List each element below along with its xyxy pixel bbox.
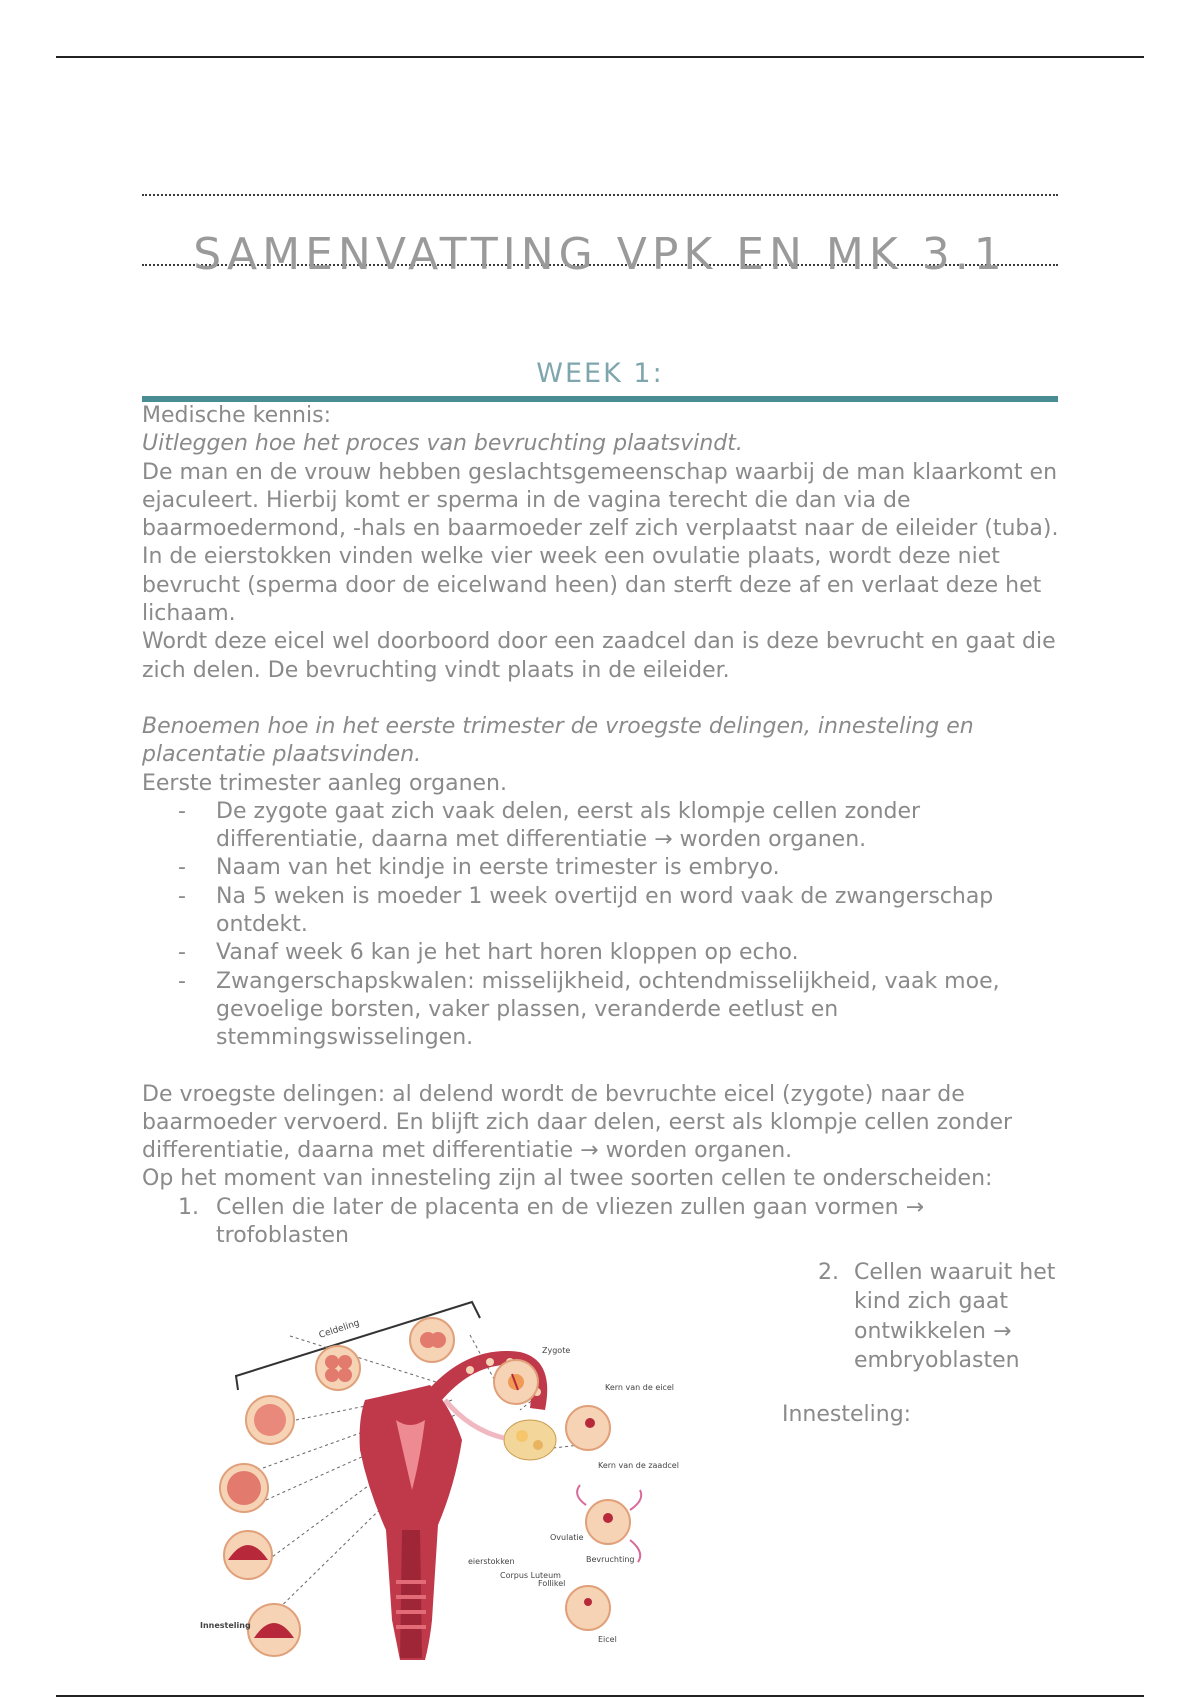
innesteling-label: Innesteling: [782, 1402, 912, 1427]
paragraph-trimester: Eerste trimester aanleg organen. [142, 770, 507, 796]
paragraph-delingen: De vroegste delingen: al delend wordt de bevruchte eicel (zygote) naar de baarmoeder vervoerd. En blijft zich daar delen, eerst als klompje cellen zonder differentiatie, daarna met differentiatie → worden organen. [142, 1081, 1013, 1164]
list-item: - Vanaf week 6 kan je het hart horen kloppen op echo. [142, 939, 1062, 967]
list-item-text: Cellen die later de placenta en de vliezen zullen gaan vormen → trofoblasten [216, 1194, 925, 1249]
page-top-rule [56, 56, 1144, 58]
cleaving-label: Celdeling [317, 1318, 361, 1341]
document-title: SAMENVATTING VPK EN MK 3.1 [193, 229, 1007, 281]
title-box [142, 194, 1058, 281]
bevruchting-label: Bevruchting [586, 1555, 635, 1564]
zygote-label: Zygote [542, 1346, 571, 1355]
spacer [142, 685, 1062, 713]
eierstokken-label: eierstokken [468, 1557, 515, 1566]
list-item [818, 1258, 1058, 1375]
week-heading: WEEK 1: [536, 358, 664, 389]
paragraph-celsoorten: Op het moment van innesteling zijn al twee soorten cellen te onderscheiden: [142, 1166, 993, 1192]
list-item: - De zygote gaat zich vaak delen, eerst als klompje cellen zonder differentiatie, daarna met differentiatie → worden organen. [142, 798, 1062, 855]
fertilization-diagram [200, 1290, 740, 1690]
page-bottom-rule [56, 1695, 1144, 1697]
kern-zaad-label: Kern van de zaadcel [598, 1461, 679, 1470]
main-content [142, 402, 1062, 1250]
list-item [142, 1194, 1062, 1251]
right-column [818, 1258, 1058, 1375]
list-item-text: Cellen waaruit het kind zich gaat ontwikkelen → embryoblasten [854, 1260, 1056, 1373]
question-bevruchting: Uitleggen hoe het proces van bevruchting plaatsvindt. [142, 431, 743, 457]
spacer [142, 1053, 1062, 1081]
list-item: - Na 5 weken is moeder 1 week overtijd en word vaak de zwangerschap ontdekt. [142, 883, 1062, 940]
section-label: Medische kennis: [142, 403, 331, 428]
list-number: 1. [178, 1194, 199, 1220]
celsoorten-list [142, 1194, 1062, 1251]
ovulatie-label: Ovulatie [550, 1533, 584, 1542]
kern-eicel-label: Kern van de eicel [605, 1383, 675, 1392]
eicel-label: Eicel [598, 1635, 617, 1644]
paragraph-bevruchting: De man en de vrouw hebben geslachtsgemeenschap waarbij de man klaarkomt en ejaculeert. Hierbij komt er sperma in de vagina terecht die dan via de baarmoedermond, -hals en baarmoeder zelf zich verplaatst naar de eileider (tuba). In de eierstokken vinden welke vier week een ovulatie plaats, wordt deze niet bevrucht (sperma door de eicelwand heen) dan sterft deze af en verlaat deze het lichaam. [142, 459, 1059, 627]
question-trimester: Benoemen hoe in het eerste trimester de vroegste delingen, innesteling en placentatie plaatsvinden. [142, 713, 974, 768]
corpus-label: Corpus Luteum [500, 1571, 561, 1580]
trimester-list [142, 798, 1062, 1053]
list-item: - Naam van het kindje in eerste trimester is embryo. [142, 854, 1062, 882]
list-number: 2. [818, 1260, 839, 1285]
follikel-label: Follikel [538, 1579, 566, 1588]
list-item: - Zwangerschapskwalen: misselijkheid, ochtendmisselijkheid, vaak moe, gevoelige borsten, vaker plassen, veranderde eetlust en stemmingswisselingen. [142, 968, 1062, 1053]
paragraph-bevruchting-2: Wordt deze eicel wel doorboord door een zaadcel dan is deze bevrucht en gaat die zich delen. De bevruchting vindt plaats in de eileider. [142, 629, 1056, 683]
innesteling-diagram-label: Innesteling [200, 1621, 251, 1630]
